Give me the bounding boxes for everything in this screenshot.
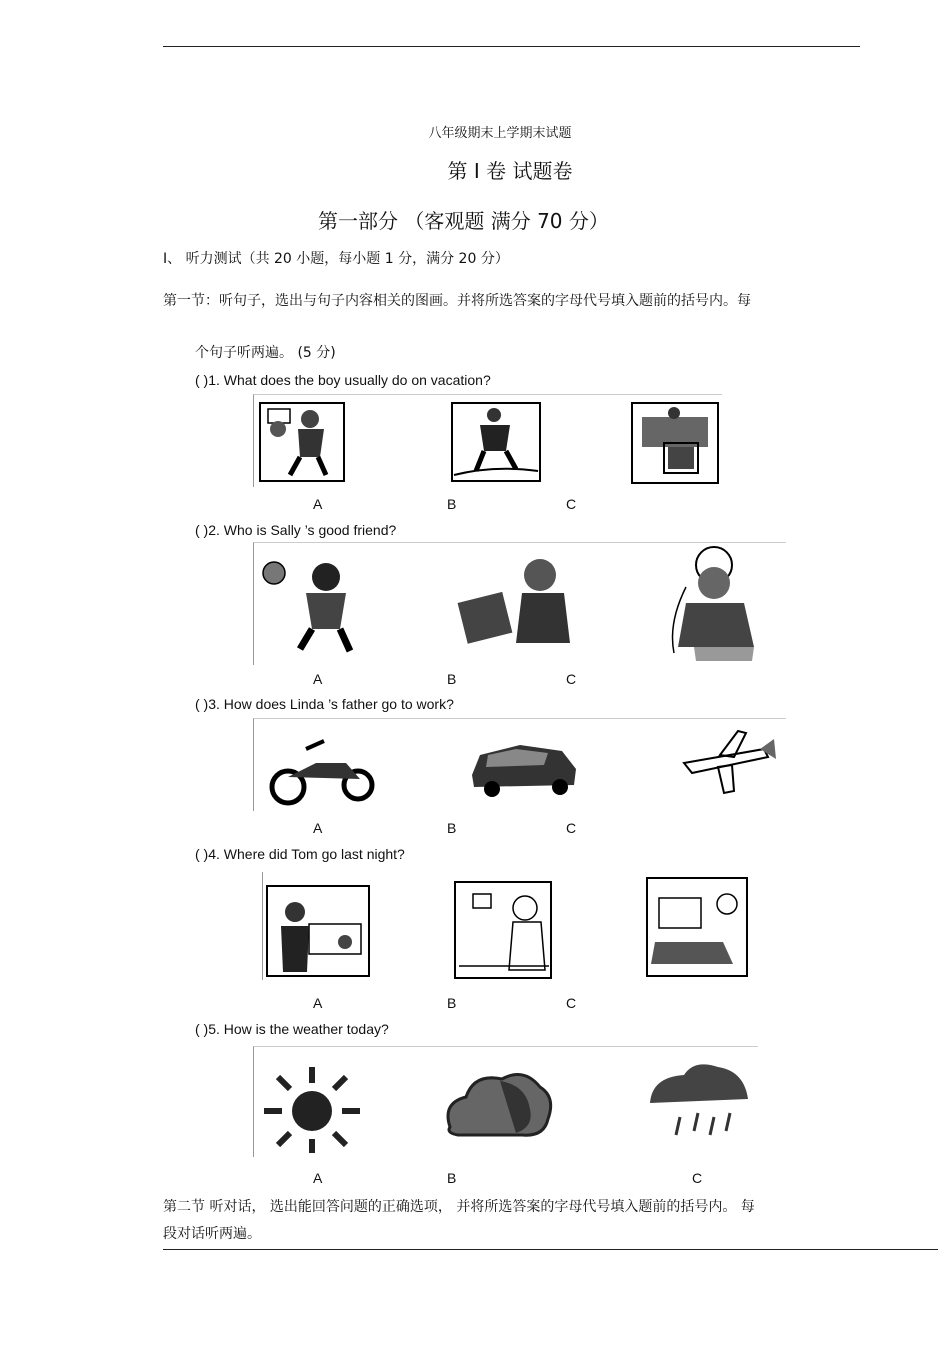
answer-paren[interactable]: ( ) <box>195 372 209 388</box>
answer-paren[interactable]: ( ) <box>195 1021 209 1037</box>
reading-girl-icon <box>458 559 570 644</box>
basketball-boy-icon <box>260 403 344 481</box>
picture-strip-3 <box>253 718 786 811</box>
option-a: A <box>313 671 323 687</box>
question-text: 3. How does Linda ’s father go to work? <box>208 696 454 712</box>
top-rule <box>163 46 860 47</box>
option-c: C <box>566 995 577 1011</box>
car-icon <box>472 745 576 797</box>
option-b: B <box>447 995 457 1011</box>
section1-instruction-line1: 第一节：听句子，选出与句子内容相关的图画。并将所选答案的字母代号填入题前的括号内。每 <box>163 293 751 309</box>
airplane-icon <box>684 731 776 793</box>
section1-instruction-line2: 个句子听两遍。 (5 分) <box>195 345 336 361</box>
cinema-icon <box>267 886 369 976</box>
bottom-rule <box>163 1249 938 1250</box>
question-text: 4. Where did Tom go last night? <box>208 846 405 862</box>
motorbike-icon <box>272 741 372 803</box>
picture-strip-5 <box>253 1046 758 1157</box>
computer-room-icon <box>647 878 747 976</box>
question-text: 5. How is the weather today? <box>208 1021 389 1037</box>
cloud-icon <box>448 1075 551 1136</box>
option-a: A <box>313 496 323 512</box>
phone-grandma-icon <box>673 547 755 661</box>
answer-paren[interactable]: ( ) <box>195 696 209 712</box>
hospital-icon <box>455 882 551 978</box>
answer-paren[interactable]: ( ) <box>195 522 209 538</box>
option-a: A <box>313 1170 323 1186</box>
option-a: A <box>313 995 323 1011</box>
rain-icon <box>650 1064 748 1135</box>
section2-instruction-line1: 第二节 听对话， 选出能回答问题的正确选项， 并将所选答案的字母代号填入题前的括号内。 每 <box>163 1199 755 1215</box>
option-a: A <box>313 820 323 836</box>
option-b: B <box>447 1170 457 1186</box>
volleyball-boy-icon <box>263 562 350 651</box>
option-b: B <box>447 671 457 687</box>
sun-icon <box>264 1067 360 1153</box>
tv-watching-icon <box>632 403 718 483</box>
volume-title: 第 I 卷 试题卷 <box>447 159 573 183</box>
question-2 <box>195 522 396 538</box>
question-text: 2. Who is Sally ’s good friend? <box>208 522 397 538</box>
question-text: 1. What does the boy usually do on vacation? <box>208 372 491 388</box>
option-c: C <box>566 820 577 836</box>
answer-paren[interactable]: ( ) <box>195 846 209 862</box>
part-title: 第一部分 （客观题 满分 70 分） <box>318 209 609 233</box>
skater-icon <box>452 403 540 481</box>
section1-heading: I、 听力测试（共 20 小题，每小题 1 分，满分 20 分） <box>163 251 509 267</box>
picture-strip-1 <box>253 394 722 487</box>
question-5 <box>195 1021 389 1037</box>
picture-strip-2 <box>253 542 786 665</box>
option-b: B <box>447 496 457 512</box>
question-3 <box>195 696 454 712</box>
option-c: C <box>566 496 577 512</box>
picture-strip-4 <box>262 872 749 980</box>
option-b: B <box>447 820 457 836</box>
section2-instruction-line2: 段对话听两遍。 <box>163 1226 261 1242</box>
exam-title: 八年级期末上学期末试题 <box>428 126 572 141</box>
question-4 <box>195 846 405 862</box>
option-c: C <box>566 671 577 687</box>
question-1 <box>195 372 491 388</box>
option-c: C <box>692 1170 703 1186</box>
